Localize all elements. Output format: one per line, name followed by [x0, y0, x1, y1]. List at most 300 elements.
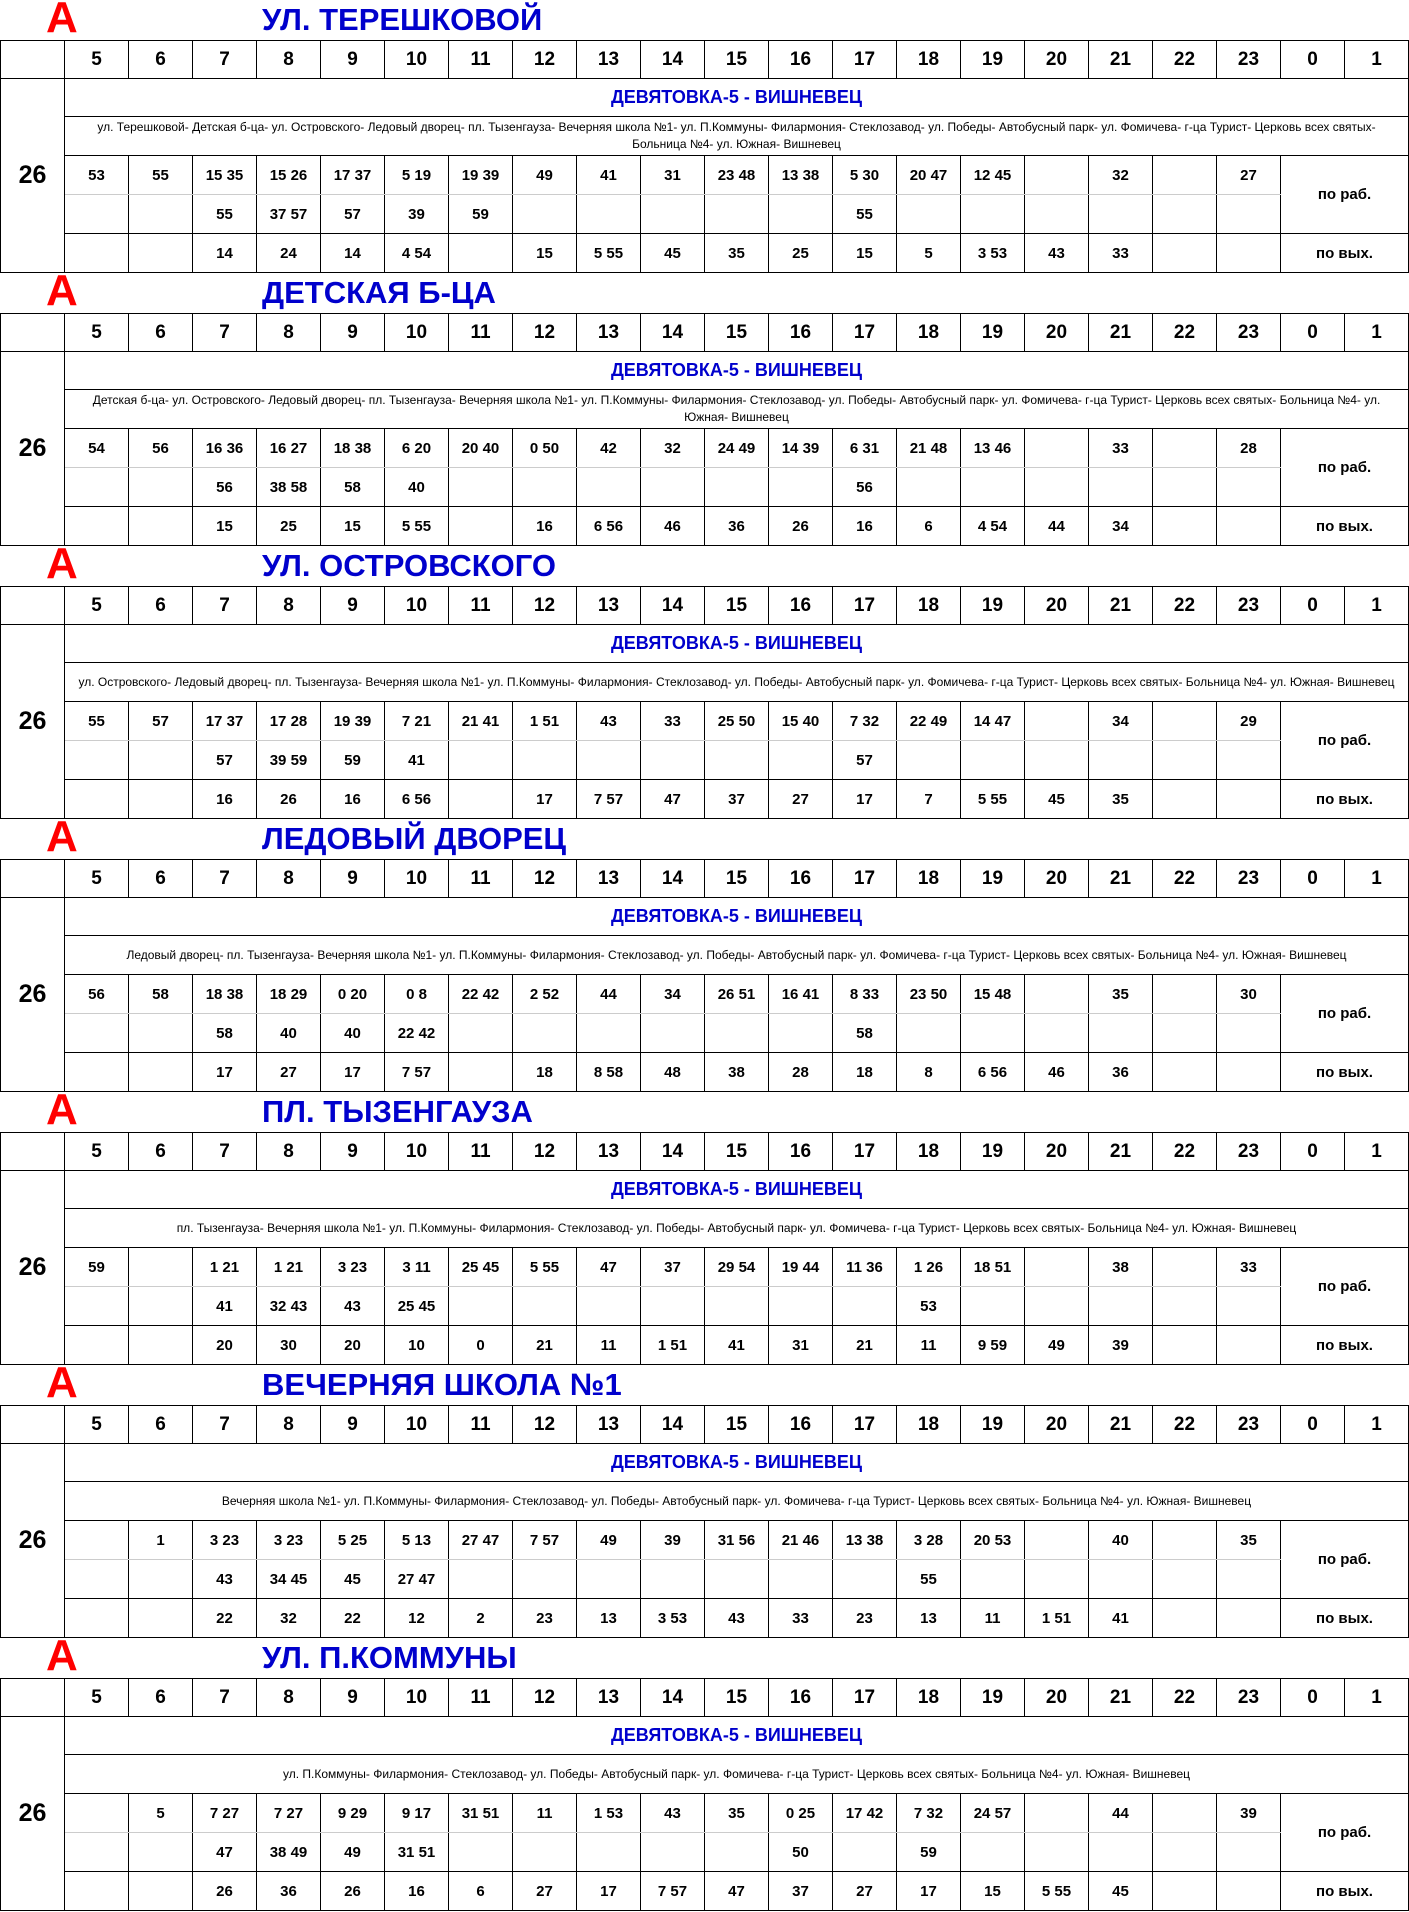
header-corner [1, 1133, 65, 1171]
stop-title-bar [0, 539, 1409, 588]
hour-header: 6 [129, 1679, 193, 1717]
hour-header: 17 [833, 860, 897, 898]
departure-minutes: 17 [321, 1053, 385, 1092]
departure-minutes [641, 741, 705, 780]
hour-header: 23 [1217, 860, 1281, 898]
departure-minutes [65, 741, 129, 780]
timetable [0, 1405, 1409, 1638]
departure-minutes [1025, 975, 1089, 1014]
hour-header: 22 [1153, 1133, 1217, 1171]
departure-minutes: 15 48 [961, 975, 1025, 1014]
weekday-label: по раб. [1281, 1248, 1409, 1326]
departure-minutes: 28 [1217, 429, 1281, 468]
departure-minutes: 0 25 [769, 1794, 833, 1833]
departure-minutes: 24 49 [705, 429, 769, 468]
weekday-times-row [1, 1521, 1409, 1560]
departure-minutes [577, 1833, 641, 1872]
hour-header: 10 [385, 587, 449, 625]
departure-minutes [513, 195, 577, 234]
departure-minutes [769, 1014, 833, 1053]
hours-header-row [1, 314, 1409, 352]
departure-minutes: 7 27 [257, 1794, 321, 1833]
stop-name: ЛЕДОВЫЙ ДВОРЕЦ [262, 821, 567, 856]
departure-minutes: 0 50 [513, 429, 577, 468]
departure-minutes: 47 [193, 1833, 257, 1872]
departure-minutes: 35 [1089, 780, 1153, 819]
departure-minutes [449, 1053, 513, 1092]
departure-minutes [513, 741, 577, 780]
hour-header: 15 [705, 41, 769, 79]
departure-minutes: 16 36 [193, 429, 257, 468]
departure-minutes [1217, 1326, 1281, 1365]
departure-minutes [897, 741, 961, 780]
departure-minutes: 13 [577, 1599, 641, 1638]
departure-minutes [641, 1833, 705, 1872]
departure-minutes [1217, 234, 1281, 273]
departure-minutes: 40 [385, 468, 449, 507]
departure-minutes: 44 [1089, 1794, 1153, 1833]
hour-header: 11 [449, 41, 513, 79]
departure-minutes: 25 [769, 234, 833, 273]
departure-minutes: 25 45 [449, 1248, 513, 1287]
departure-minutes: 11 [961, 1599, 1025, 1638]
departure-minutes: 54 [65, 429, 129, 468]
hour-header: 19 [961, 587, 1025, 625]
hour-header: 7 [193, 314, 257, 352]
departure-minutes: 41 [193, 1287, 257, 1326]
hour-header: 13 [577, 587, 641, 625]
departure-minutes: 22 49 [897, 702, 961, 741]
departure-minutes: 35 [1089, 975, 1153, 1014]
route-number: 26 [1, 625, 65, 819]
departure-minutes: 1 51 [641, 1326, 705, 1365]
departure-minutes: 40 [257, 1014, 321, 1053]
hour-header: 5 [65, 1133, 129, 1171]
departure-minutes [129, 1326, 193, 1365]
departure-minutes [1153, 156, 1217, 195]
departure-minutes [129, 1248, 193, 1287]
weekday-times-row [1, 156, 1409, 195]
departure-minutes [129, 1287, 193, 1326]
weekend-label: по вых. [1281, 780, 1409, 819]
departure-minutes [1025, 1560, 1089, 1599]
departure-minutes [1217, 195, 1281, 234]
hour-header: 9 [321, 1133, 385, 1171]
departure-minutes: 6 56 [577, 507, 641, 546]
departure-minutes: 5 30 [833, 156, 897, 195]
hour-header: 16 [769, 1133, 833, 1171]
departure-minutes: 15 [321, 507, 385, 546]
departure-minutes: 46 [641, 507, 705, 546]
hour-header: 10 [385, 860, 449, 898]
weekday-times-row [1, 1014, 1409, 1053]
departure-minutes: 56 [65, 975, 129, 1014]
departure-minutes [1217, 1014, 1281, 1053]
hour-header: 5 [65, 587, 129, 625]
departure-minutes: 5 55 [385, 507, 449, 546]
bus-route-letter: А [46, 1631, 78, 1680]
departure-minutes: 0 [449, 1326, 513, 1365]
departure-minutes: 31 51 [385, 1833, 449, 1872]
departure-minutes [833, 1833, 897, 1872]
departure-minutes [449, 741, 513, 780]
departure-minutes: 49 [513, 156, 577, 195]
hour-header: 11 [449, 314, 513, 352]
departure-minutes: 5 55 [961, 780, 1025, 819]
departure-minutes: 9 17 [385, 1794, 449, 1833]
departure-minutes: 20 [193, 1326, 257, 1365]
departure-minutes: 1 21 [257, 1248, 321, 1287]
route-stops-list: Ледовый дворец- пл. Тызенгауза- Вечерняя школа №1- ул. П.Коммуны- Филармония- Стеклозавод- ул. Победы- Автобусный парк- ул. Фомичева- г-ца Турист- Церковь всех святых- Больница №4- ул. Южная- Вишневец [65, 936, 1409, 975]
hour-header: 10 [385, 1133, 449, 1171]
hour-header: 13 [577, 41, 641, 79]
hour-header: 10 [385, 314, 449, 352]
weekday-label: по раб. [1281, 975, 1409, 1053]
departure-minutes [1089, 1287, 1153, 1326]
hour-header: 20 [1025, 41, 1089, 79]
departure-minutes: 57 [321, 195, 385, 234]
departure-minutes: 34 45 [257, 1560, 321, 1599]
hour-header: 20 [1025, 860, 1089, 898]
departure-minutes: 45 [1025, 780, 1089, 819]
departure-minutes: 3 53 [961, 234, 1025, 273]
departure-minutes: 12 [385, 1599, 449, 1638]
hour-header: 16 [769, 1406, 833, 1444]
weekend-times-row [1, 1053, 1409, 1092]
departure-minutes: 41 [705, 1326, 769, 1365]
departure-minutes [769, 1560, 833, 1599]
departure-minutes: 1 51 [513, 702, 577, 741]
departure-minutes: 30 [257, 1326, 321, 1365]
departure-minutes: 14 [321, 234, 385, 273]
header-corner [1, 1679, 65, 1717]
departure-minutes: 56 [129, 429, 193, 468]
departure-minutes: 13 38 [769, 156, 833, 195]
departure-minutes: 7 21 [385, 702, 449, 741]
hour-header: 19 [961, 314, 1025, 352]
timetable [0, 313, 1409, 546]
departure-minutes [1217, 1833, 1281, 1872]
hour-header: 17 [833, 587, 897, 625]
departure-minutes: 41 [1089, 1599, 1153, 1638]
weekday-times-row [1, 468, 1409, 507]
departure-minutes [961, 1014, 1025, 1053]
hour-header: 22 [1153, 1679, 1217, 1717]
departure-minutes [1217, 507, 1281, 546]
departure-minutes [1153, 702, 1217, 741]
departure-minutes [449, 780, 513, 819]
hour-header: 10 [385, 1406, 449, 1444]
hours-header-row [1, 1679, 1409, 1717]
weekday-label: по раб. [1281, 156, 1409, 234]
departure-minutes: 57 [193, 741, 257, 780]
stop-name: УЛ. П.КОММУНЫ [262, 1640, 517, 1675]
departure-minutes [65, 468, 129, 507]
hour-header: 19 [961, 41, 1025, 79]
departure-minutes [1089, 1014, 1153, 1053]
departure-minutes [449, 1833, 513, 1872]
departure-minutes: 27 [833, 1872, 897, 1911]
departure-minutes: 20 40 [449, 429, 513, 468]
departure-minutes: 7 27 [193, 1794, 257, 1833]
departure-minutes [641, 1014, 705, 1053]
departure-minutes: 15 26 [257, 156, 321, 195]
departure-minutes: 14 [193, 234, 257, 273]
departure-minutes: 5 55 [513, 1248, 577, 1287]
hour-header: 0 [1281, 1133, 1345, 1171]
hours-header-row [1, 41, 1409, 79]
hour-header: 5 [65, 860, 129, 898]
weekend-label: по вых. [1281, 1053, 1409, 1092]
departure-minutes: 57 [833, 741, 897, 780]
departure-minutes: 55 [833, 195, 897, 234]
departure-minutes: 18 [833, 1053, 897, 1092]
departure-minutes [705, 1014, 769, 1053]
departure-minutes: 15 [193, 507, 257, 546]
hour-header: 15 [705, 587, 769, 625]
departure-minutes: 16 [833, 507, 897, 546]
departure-minutes: 6 20 [385, 429, 449, 468]
hour-header: 16 [769, 1679, 833, 1717]
departure-minutes [449, 1287, 513, 1326]
departure-minutes [449, 468, 513, 507]
departure-minutes: 18 51 [961, 1248, 1025, 1287]
timetable [0, 586, 1409, 819]
departure-minutes [1025, 702, 1089, 741]
departure-minutes: 22 42 [385, 1014, 449, 1053]
stop-title-bar [0, 1085, 1409, 1134]
hour-header: 14 [641, 41, 705, 79]
hour-header: 12 [513, 314, 577, 352]
departure-minutes: 25 45 [385, 1287, 449, 1326]
hour-header: 18 [897, 1133, 961, 1171]
route-number: 26 [1, 1444, 65, 1638]
departure-minutes [577, 195, 641, 234]
hour-header: 11 [449, 1679, 513, 1717]
stop-schedule-block [0, 266, 1409, 546]
departure-minutes: 41 [385, 741, 449, 780]
departure-minutes [65, 1014, 129, 1053]
departure-minutes: 42 [577, 429, 641, 468]
departure-minutes [961, 741, 1025, 780]
departure-minutes [1153, 1872, 1217, 1911]
bus-route-letter: А [46, 1085, 78, 1134]
departure-minutes: 17 28 [257, 702, 321, 741]
header-corner [1, 860, 65, 898]
departure-minutes: 32 [641, 429, 705, 468]
departure-minutes: 17 42 [833, 1794, 897, 1833]
hour-header: 19 [961, 1133, 1025, 1171]
hour-header: 0 [1281, 860, 1345, 898]
departure-minutes: 45 [1089, 1872, 1153, 1911]
route-number: 26 [1, 898, 65, 1092]
departure-minutes: 19 39 [321, 702, 385, 741]
hour-header: 0 [1281, 314, 1345, 352]
hour-header: 15 [705, 314, 769, 352]
header-corner [1, 41, 65, 79]
departure-minutes: 23 50 [897, 975, 961, 1014]
stop-schedule-block [0, 1358, 1409, 1638]
departure-minutes: 3 23 [257, 1521, 321, 1560]
departure-minutes [129, 1014, 193, 1053]
departure-minutes: 11 [577, 1326, 641, 1365]
departure-minutes: 21 [833, 1326, 897, 1365]
departure-minutes: 59 [321, 741, 385, 780]
departure-minutes: 26 [321, 1872, 385, 1911]
hour-header: 10 [385, 41, 449, 79]
departure-minutes: 26 [193, 1872, 257, 1911]
departure-minutes: 47 [705, 1872, 769, 1911]
departure-minutes [897, 1014, 961, 1053]
departure-minutes: 27 47 [385, 1560, 449, 1599]
departure-minutes: 14 39 [769, 429, 833, 468]
departure-minutes [449, 507, 513, 546]
departure-minutes [641, 1560, 705, 1599]
departure-minutes: 6 56 [385, 780, 449, 819]
departure-minutes: 33 [1089, 234, 1153, 273]
hour-header: 11 [449, 1133, 513, 1171]
departure-minutes: 56 [833, 468, 897, 507]
departure-minutes: 47 [577, 1248, 641, 1287]
departure-minutes: 35 [705, 234, 769, 273]
stop-name: ВЕЧЕРНЯЯ ШКОЛА №1 [262, 1367, 622, 1402]
stop-title-bar [0, 1358, 1409, 1407]
hour-header: 1 [1345, 860, 1409, 898]
hour-header: 1 [1345, 41, 1409, 79]
route-stops-list: пл. Тызенгауза- Вечерняя школа №1- ул. П.Коммуны- Филармония- Стеклозавод- ул. Победы- Автобусный парк- ул. Фомичева- г-ца Турист- Церковь всех святых- Больница №4- ул. Южная- Вишневец [65, 1209, 1409, 1248]
route-direction: ДЕВЯТОВКА-5 - ВИШНЕВЕЦ [65, 1171, 1409, 1209]
departure-minutes: 0 20 [321, 975, 385, 1014]
departure-minutes: 41 [577, 156, 641, 195]
stop-title-bar [0, 1631, 1409, 1680]
weekday-label: по раб. [1281, 702, 1409, 780]
departure-minutes: 6 [449, 1872, 513, 1911]
departure-minutes: 5 [129, 1794, 193, 1833]
hour-header: 12 [513, 41, 577, 79]
weekday-times-row [1, 741, 1409, 780]
departure-minutes [705, 741, 769, 780]
hour-header: 5 [65, 41, 129, 79]
departure-minutes: 17 37 [193, 702, 257, 741]
departure-minutes: 8 33 [833, 975, 897, 1014]
hour-header: 8 [257, 860, 321, 898]
departure-minutes [65, 1872, 129, 1911]
hour-header: 22 [1153, 1406, 1217, 1444]
hour-header: 13 [577, 1679, 641, 1717]
departure-minutes: 58 [321, 468, 385, 507]
departure-minutes: 38 [705, 1053, 769, 1092]
hour-header: 8 [257, 587, 321, 625]
stop-schedule-block [0, 1085, 1409, 1365]
hour-header: 21 [1089, 1406, 1153, 1444]
hour-header: 1 [1345, 1406, 1409, 1444]
departure-minutes [1153, 1521, 1217, 1560]
route-direction: ДЕВЯТОВКА-5 - ВИШНЕВЕЦ [65, 1444, 1409, 1482]
departure-minutes: 16 [513, 507, 577, 546]
departure-minutes: 21 [513, 1326, 577, 1365]
hour-header: 21 [1089, 1679, 1153, 1717]
departure-minutes [769, 468, 833, 507]
stop-title-bar [0, 812, 1409, 861]
departure-minutes: 31 [641, 156, 705, 195]
hour-header: 17 [833, 314, 897, 352]
departure-minutes [1025, 1287, 1089, 1326]
departure-minutes: 33 [1089, 429, 1153, 468]
hour-header: 16 [769, 587, 833, 625]
departure-minutes [513, 1287, 577, 1326]
hour-header: 23 [1217, 314, 1281, 352]
departure-minutes [65, 1833, 129, 1872]
weekend-times-row [1, 780, 1409, 819]
timetable [0, 1678, 1409, 1911]
route-direction: ДЕВЯТОВКА-5 - ВИШНЕВЕЦ [65, 1717, 1409, 1755]
weekday-label: по раб. [1281, 429, 1409, 507]
hour-header: 19 [961, 860, 1025, 898]
stop-schedule-block [0, 812, 1409, 1092]
departure-minutes: 16 27 [257, 429, 321, 468]
departure-minutes: 17 [513, 780, 577, 819]
departure-minutes: 30 [1217, 975, 1281, 1014]
departure-minutes [1025, 1014, 1089, 1053]
departure-minutes: 19 44 [769, 1248, 833, 1287]
departure-minutes: 13 [897, 1599, 961, 1638]
timetable [0, 859, 1409, 1092]
departure-minutes [1153, 741, 1217, 780]
route-direction: ДЕВЯТОВКА-5 - ВИШНЕВЕЦ [65, 79, 1409, 117]
departure-minutes [577, 741, 641, 780]
departure-minutes: 23 [513, 1599, 577, 1638]
departure-minutes: 22 [193, 1599, 257, 1638]
hour-header: 9 [321, 314, 385, 352]
departure-minutes: 16 41 [769, 975, 833, 1014]
hour-header: 17 [833, 1133, 897, 1171]
departure-minutes: 3 11 [385, 1248, 449, 1287]
departure-minutes [577, 468, 641, 507]
departure-minutes: 13 38 [833, 1521, 897, 1560]
departure-minutes: 17 [897, 1872, 961, 1911]
departure-minutes: 31 51 [449, 1794, 513, 1833]
hour-header: 22 [1153, 587, 1217, 625]
departure-minutes: 36 [1089, 1053, 1153, 1092]
departure-minutes: 18 38 [193, 975, 257, 1014]
hour-header: 19 [961, 1679, 1025, 1717]
departure-minutes: 32 [1089, 156, 1153, 195]
departure-minutes [1025, 741, 1089, 780]
departure-minutes: 32 43 [257, 1287, 321, 1326]
departure-minutes: 5 55 [1025, 1872, 1089, 1911]
stop-schedule-block [0, 0, 1409, 273]
hour-header: 8 [257, 1406, 321, 1444]
departure-minutes [1089, 741, 1153, 780]
departure-minutes: 10 [385, 1326, 449, 1365]
stop-name: УЛ. ТЕРЕШКОВОЙ [262, 2, 543, 37]
header-corner [1, 1406, 65, 1444]
hour-header: 20 [1025, 1679, 1089, 1717]
hour-header: 12 [513, 1679, 577, 1717]
bus-route-letter: А [46, 812, 78, 861]
departure-minutes [129, 1560, 193, 1599]
departure-minutes [641, 1287, 705, 1326]
hour-header: 15 [705, 1406, 769, 1444]
departure-minutes [577, 1560, 641, 1599]
departure-minutes: 15 35 [193, 156, 257, 195]
departure-minutes [1153, 468, 1217, 507]
departure-minutes: 50 [769, 1833, 833, 1872]
weekday-label: по раб. [1281, 1794, 1409, 1872]
departure-minutes: 45 [321, 1560, 385, 1599]
departure-minutes: 27 47 [449, 1521, 513, 1560]
departure-minutes [1025, 1248, 1089, 1287]
